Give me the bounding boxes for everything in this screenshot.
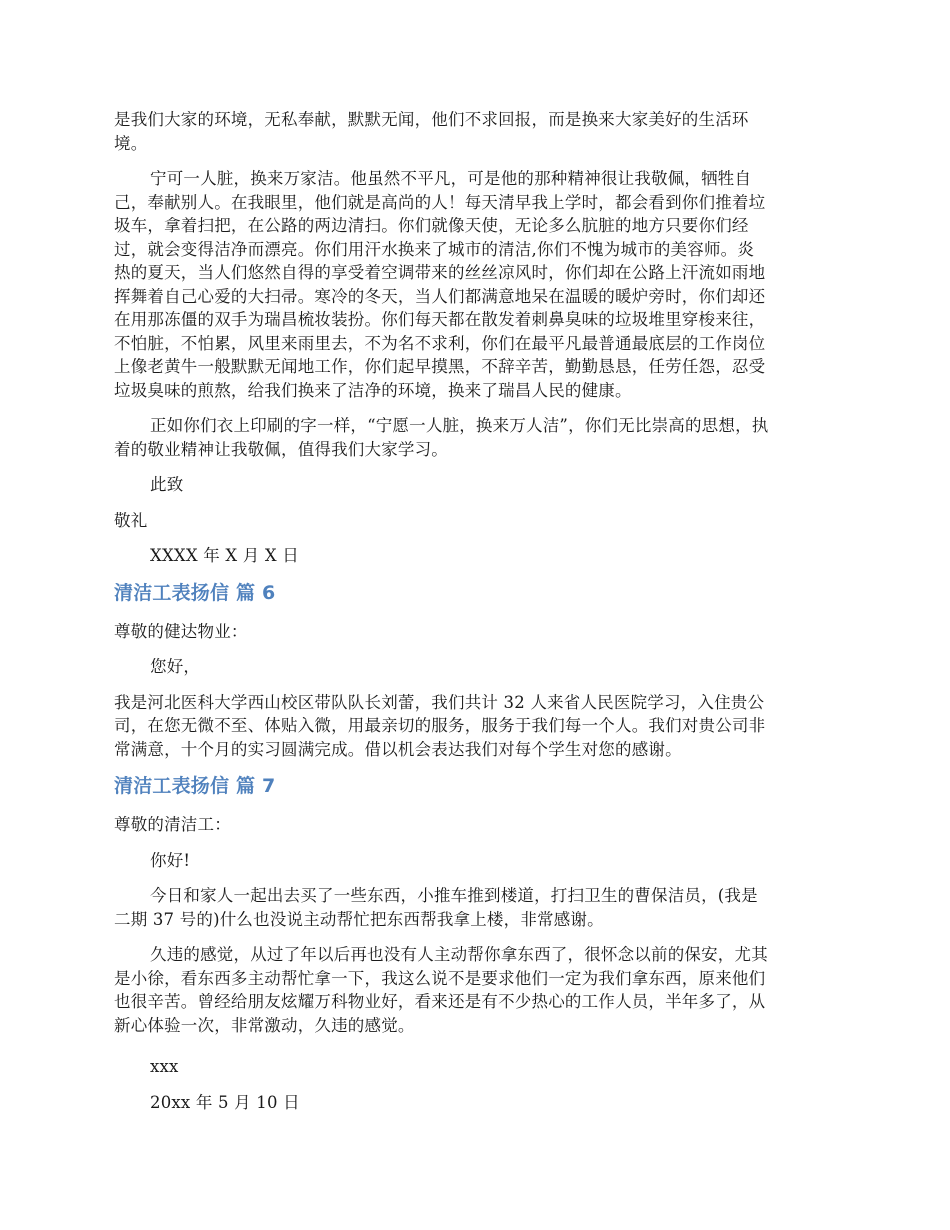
- text-line: 是小徐，看东西多主动帮忙拿一下，我这么说不是要求他们一定为我们拿东西，原来他们: [114, 968, 766, 988]
- text-line: 司，在您无微不至、体贴入微，用最亲切的服务，服务于我们每一个人。我们对贵公司非: [114, 716, 766, 735]
- text-line: 境。: [114, 133, 148, 153]
- date-line: 20xx 年 5 月 10 日: [150, 1092, 300, 1112]
- text-line: 热的夏天，当人们悠然自得的享受着空调带来的丝丝凉风时，你们却在公路上汗流如雨地: [114, 263, 766, 282]
- text-line: 着的敬业精神让我敬佩，值得我们大家学习。: [114, 439, 448, 459]
- text-line: 上像老黄牛一般默默无闻地工作，你们起早摸黑，不辞辛苦，勤勤恳恳，任劳任怨，忍受: [114, 357, 766, 376]
- closing-line-1: 此致: [150, 475, 184, 494]
- date-line: XXXX 年 X 月 X 日: [150, 546, 300, 565]
- paragraph-conclusion: [114, 414, 838, 461]
- text-line: 圾车，拿着扫把，在公路的两边清扫。你们就像天使，无论多么肮脏的地方只要你们经: [114, 216, 749, 235]
- text-line: 新心体验一次，非常激动，久违的感觉。: [114, 1015, 415, 1035]
- text-line: 不怕脏，不怕累，风里来雨里去，不为名不求利，你们在最平凡最普通最底层的工作岗位: [114, 333, 766, 353]
- text-line: 过，就会变得洁净而漂亮。你们用汗水换来了城市的清洁,你们不愧为城市的美容师。炎: [114, 239, 755, 259]
- text-line: 久违的感觉，从过了年以后再也没有人主动帮你拿东西了，很怀念以前的保安，尤其: [150, 945, 768, 964]
- salutation: 尊敬的健达物业：: [114, 621, 248, 641]
- text-line: 宁可一人脏，换来万家洁。他虽然不平凡，可是他的那种精神很让我敬佩，牺牲自: [150, 169, 752, 188]
- document-page: [114, 108, 838, 1126]
- text-line: 垃圾臭味的煎熬，给我们换来了洁净的环境，换来了瑞昌人民的健康。: [114, 380, 632, 400]
- paragraph-body: [114, 691, 838, 762]
- signature: xxx: [150, 1057, 179, 1076]
- text-line: 也很辛苦。曾经给朋友炫耀万科物业好，看来还是有不少热心的工作人员，半年多了，从: [114, 992, 766, 1011]
- text-line: 我是河北医科大学西山校区带队队长刘蕾，我们共计 32 人来省人民医院学习，入住贵公: [114, 692, 765, 712]
- greeting: 你好!: [150, 850, 191, 870]
- text-line: 今日和家人一起出去买了一些东西，小推车推到楼道，打扫卫生的曹保洁员，(我是: [150, 886, 758, 905]
- text-line: 己，奉献别人。在我眼里，他们就是高尚的人！每天清早我上学时，都会看到你们推着垃: [114, 192, 766, 212]
- paragraph-body: [114, 943, 838, 1037]
- section-heading-7: 清洁工表扬信 篇 7: [114, 775, 276, 797]
- greeting: 您好，: [150, 657, 201, 676]
- paragraph-body: [114, 884, 838, 931]
- closing-line-2: 敬礼: [114, 510, 148, 530]
- text-line: 在用那冻僵的双手为瑞昌梳妆装扮。你们每天都在散发着刺鼻臭味的垃圾堆里穿梭来往，: [114, 310, 766, 329]
- text-line: 是我们大家的环境，无私奉献，默默无闻，他们不求回报，而是换来大家美好的生活环: [114, 110, 749, 129]
- text-line: 正如你们衣上印刷的字一样，“宁愿一人脏，换来万人洁”，你们无比崇高的思想，执: [150, 416, 769, 435]
- text-line: 二期 37 号的)什么也没说主动帮忙把东西帮我拿上楼，非常感谢。: [114, 909, 604, 929]
- salutation: 尊敬的清洁工：: [114, 815, 231, 834]
- text-line: 常满意，十个月的实习圆满完成。借以机会表达我们对每个学生对您的感谢。: [114, 739, 682, 759]
- section-heading-6: 清洁工表扬信 篇 6: [114, 581, 276, 604]
- text-line: 挥舞着自己心爱的大扫帚。寒冷的冬天，当人们都满意地呆在温暖的暖炉旁时，你们却还: [114, 286, 766, 306]
- paragraph-praise: [114, 167, 838, 402]
- paragraph-intro: [114, 108, 838, 155]
